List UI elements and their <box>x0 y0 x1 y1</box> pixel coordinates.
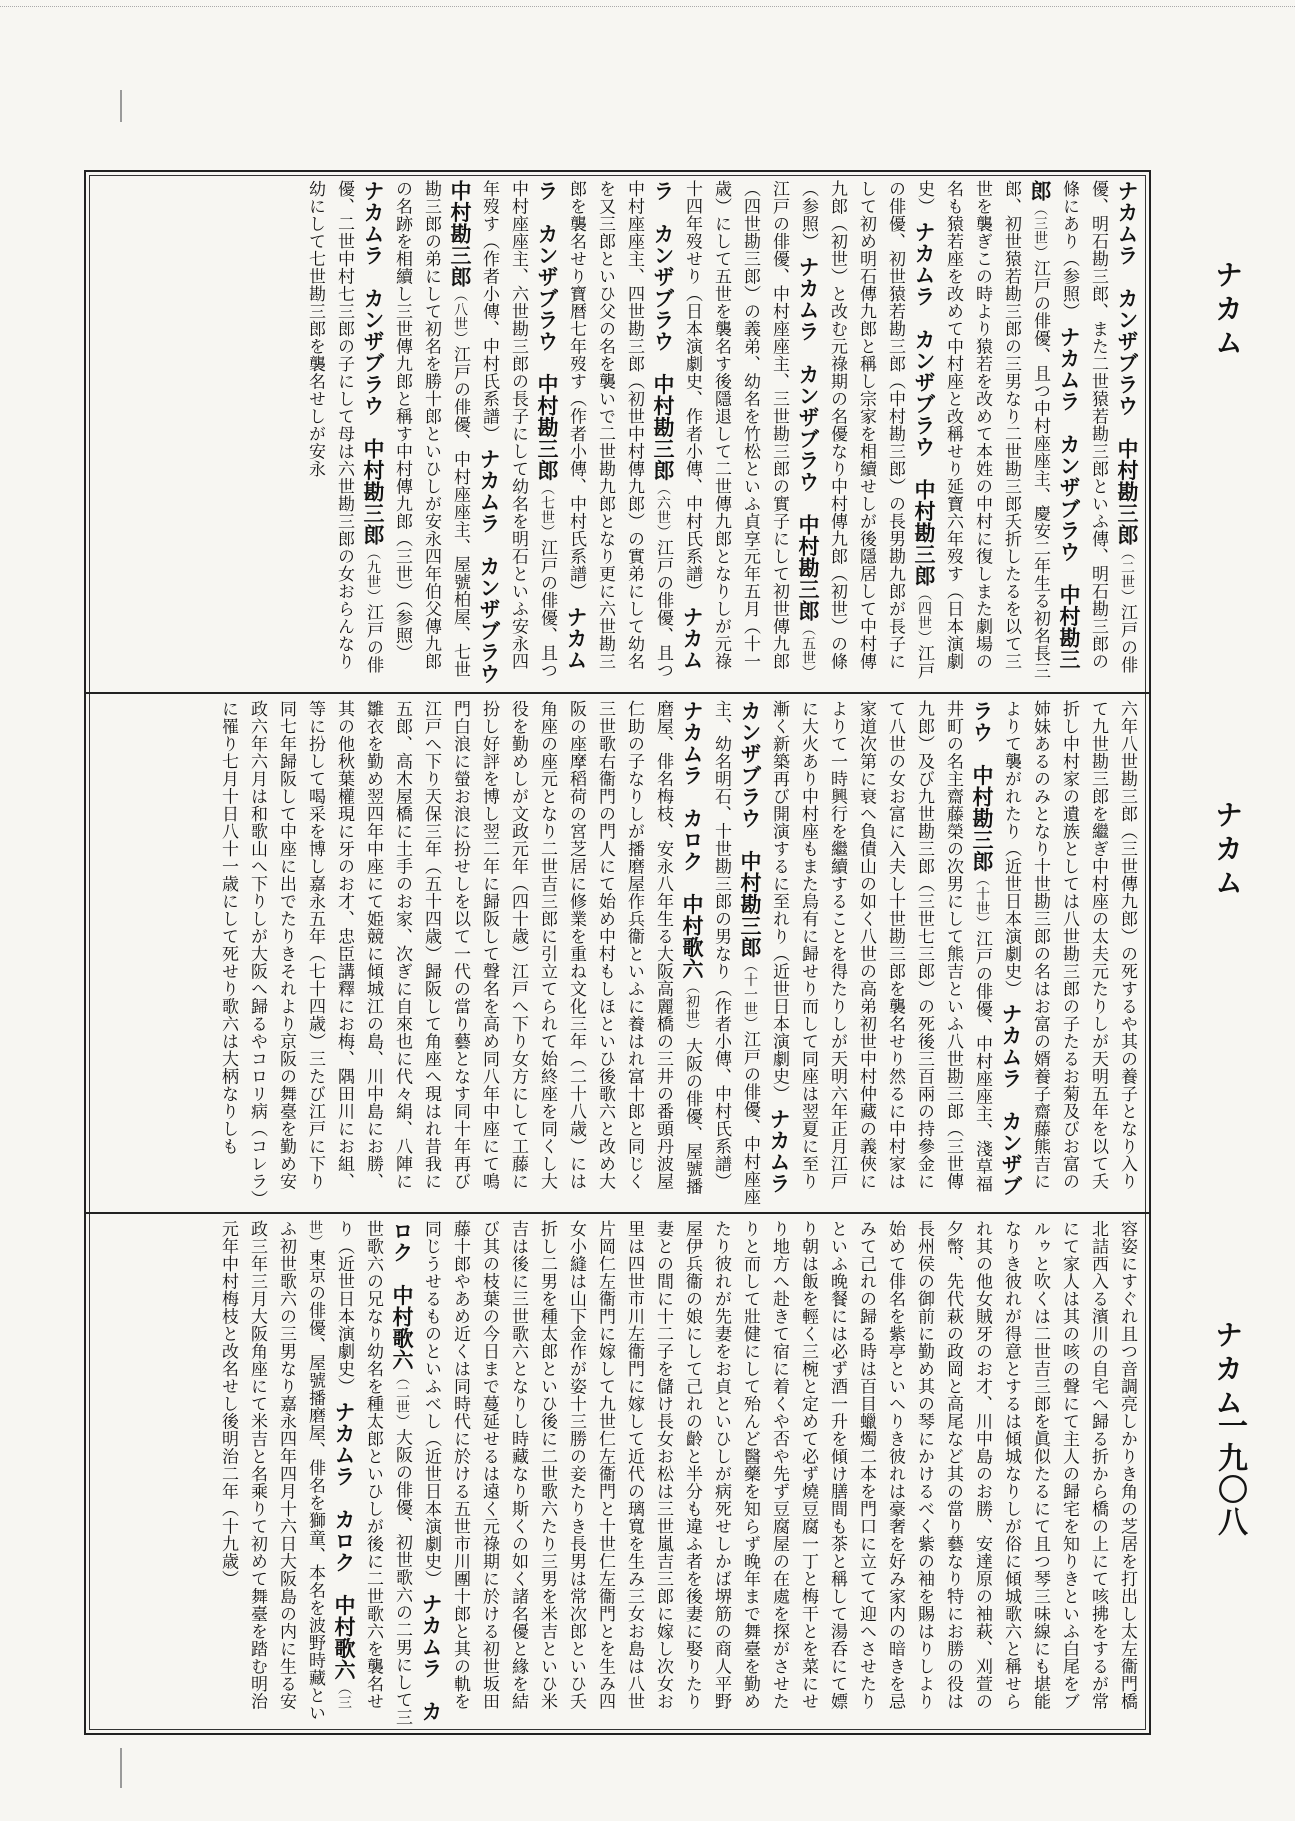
entry-body: 容姿にすぐれ且つ音調亮しかりき角の芝居を打出し太左衞門橋北詰西入る濱川の自宅へ歸る折から橋の上にて咳拂をするが常にて家人は其の咳の聲にて主人の歸宅を知りきといふ白尾をブルゥと吹くは二世吉三郎を眞似たるにて且つ琴三味線にも堪能なりき彼れが得意とするは傾城なりしが俗に傾城歌六と稱せられ其の他女賊牙のお才、川中島のお勝、安達原の袖萩、刈萱の夕幣、先代萩の政岡と高尾など其の當り藝なり特にお勝の役は長州侯の御前に勤め其の琴にかけるべく紫の袖を賜はりしより始めて俳名を紫亭といへりき彼れは豪奢を好み家内の暗きを忌みて己れの歸る時は百目蠟燭二本を門口に立てて迎へさせたりといふ晚餐には必ず酒一升を傾け膳間も茶と稱して湯呑にて嫖り朝は飯を輕く三椀と定めて必ず燒豆腐一丁と梅干とを菜にせり地方へ赴きて宿に着くや否や先ず豆腐屋の在處を探がさせたりと而して壯健にして殆んど醫藥を知らず晚年まで舞臺を勤めたり彼れが先妻をお貞といひしが病死せしかば堺筋の商人平野屋伊兵衞の娘にして己れの齡と半分も違ふ者を後妻に娶りたり妻との間に十二子を儲け長女お松は三世嵐吉三郎に嫁し次女お里は四世市川左衞門に嫁して近代の璃寬を生み三女お島は八世片岡仁左衞門に嫁して九世仁左衞門と十世仁左衞門とを生み四女小縫は山下金作が姿十三勝の妾たりき長男は常次郎といひ夭折し二男を種太郎といひ後に二世歌六たり三男を米吉といひ米吉は後に三世歌六となりし時藏なり斯くの如く諸名優と緣を結び其の枝葉の今日まで蔓延せるは遠く元祿期に於ける初世坂田藤十郎やあめ近くは同時代に於ける五世市川團十郎と其の軌を同じうせるものといふべし（近世日本演劇史） <box>421 1220 1137 1710</box>
entry-body: 六年八世勘三郎（三世傳九郎）の死するや其の養子となり入りて九世勘三郎を繼ぎ中村座の太夫元たりしが天明五年を以て夭折し中村家の遺族としては八世勘三郎の子たるお菊及びお富の姉妹あるのみとなり十世勘三郎の名はお富の婿養子齋藤熊吉によりて襲がれたり（近世日本演劇史） <box>1001 700 1137 1190</box>
dictionary-entry <box>769 700 1021 1197</box>
page-frame <box>84 170 1151 1735</box>
running-head: ナカム <box>1211 800 1244 902</box>
entry-body: 江戸の俳優、中村座座主、淺草福井町の名主齋藤榮の次男にして熊吉といふ八世勘三郎（三世傳九郎）及び九世勘三郎（三世七三郎）の死後三百兩の持參金にて八世の女お富に入夫し十世勘三郎を襲名せり然るに中村家は家道次第に衰へ負債山の如く八世の高弟初世中村仲藏の義俠によりて一時興行を繼續することを得たりしが天明六年正月江戸に大火あり中村座もまた烏有に歸せり而して同座は翌夏に至り漸く新築再び開演するに至れり（近世日本演劇史） <box>769 700 992 1193</box>
entry-body: 江戸の俳優、中村座座主、幼名明石、十世勘三郎の男なり（作者小傳、中村氏系譜） <box>711 700 760 1206</box>
entry-headword: ナカムラ カンザブラウ 中村勘三郎 <box>738 700 791 1216</box>
entry-body: 江戸の俳優、中村座座主、三世勘三郎の實子にして初世傳九郎（四世勘三郎）の義弟、幼名を竹松といふ貞享元年五月（十一歳）にして五世を襲名す後隱退して二世傳九郎となりしが元祿十四年歿せり（日本演劇史、作者小傳、中村氏系譜） <box>682 180 789 670</box>
running-head: ナカム <box>1211 1320 1244 1422</box>
margin-tick-mark <box>120 1748 122 1788</box>
entry-generation: （四世） <box>916 586 932 645</box>
top-dotted-rule <box>0 6 1295 7</box>
tier-text-column <box>94 180 1141 707</box>
entry-generation: （七世） <box>539 481 555 539</box>
entry-body: 江戸の俳優、且つ中村座座主、慶安二年生る初名長三郎、初世猿若勘三郎の三男なり二世勘三郎夭折したるを以て三世を襲ぎこの時より猿若を改めて本姓の中村に復しまた劇場の名も猿若座を改めて中村座と改稱せり延寶六年歿す（日本演劇史） <box>914 180 1050 680</box>
running-head: ナカム <box>1211 260 1244 362</box>
entry-headword: ナカムラ カロク 中村歌六 <box>390 1220 443 1723</box>
entry-headword: ナカムラ カンザブラウ 中村勘三郎 <box>1115 180 1139 546</box>
entry-body: 江戸の俳優、明石勘三郎、また二世猿若勘三郎といふ傳、明石勘三郎の條にあり（参照） <box>1059 180 1137 674</box>
entry-generation: （十世） <box>974 872 990 930</box>
entry-body: 江戸の俳優、中村座座主、屋號柏屋、七世勘三郎の弟にして初名を勝十郎といひしが安永四年伯父傳九郎の名跡を相續し三世傳九郎と稱す中村傳九郎（三世）（参照） <box>392 180 470 678</box>
tier-text-column <box>94 700 1141 1216</box>
entry-body: 大阪の俳優、屋號播磨屋、俳名梅枝、安永八年生る大阪高麗橋の三井の番頭丹波屋仁助の子なりしが播磨屋作兵衞といふに養はれ富十郎と同じく三世歌右衞門の門人にて始め中村もしほといひ後歌六と改め大阪の座摩稻荷の宮芝居に修業を重ね文化三年（二十八歳）には角座の座元となり二世吉三郎に引立てられて始終座を同くし大役を勤めしが文政元年（四十歳）江戸へ下り女方にして工藤に扮し好評を博し翌二年に歸阪して聲名を高め同八年中座にて鳴門白浪に螢お浪に扮せしを以て一代の當り藝となす同十年再び江戸へ下り天保三年（五十四歳）歸阪して角座へ現はれ昔我に五郎、高木屋橋に土手のお家、次ぎに自來也に代々絹、八陣に雛衣を勤め翌四年中座にて姫競に傾城江の島、川中島にお勝、其の他秋葉權現に牙のお才、忠臣講釋にお梅、隅田川にお組、等に扮して喝采を博し嘉永五年（七十四歳）三たび江戸に下り同七年歸阪して中座に出でたりきそれより京阪の舞臺を勤め安政六年六月は和歌山へ下りしが大阪へ歸るやコロリ病（コレラ）に罹り七月十日八十一歳にして死せり歌六は大柄なりしも <box>218 700 702 1199</box>
entry-generation: （五世） <box>800 621 816 680</box>
entry-body: 江戸の俳優、二世中村七三郎の子にして母は六世勘三郎の女おらんなり幼にして七世勘三郎を襲名せしが安永 <box>305 180 383 674</box>
entry-generation: （初世） <box>684 979 700 1038</box>
dictionary-entry <box>914 180 1079 680</box>
entry-generation: （八世） <box>452 287 468 346</box>
dictionary-entry <box>682 180 818 679</box>
entry-headword: ナカムラ カロク 中村歌六 <box>332 1400 356 1681</box>
entry-headword: ナカムラ カンザブラウ 中村勘三郎 <box>535 180 588 671</box>
dictionary-entry-continued <box>421 1220 1137 1710</box>
entry-generation: （六世） <box>655 481 671 539</box>
tier-top <box>94 180 1141 707</box>
tier-text-column <box>94 1220 1141 1726</box>
entry-generation: （三世） <box>1032 201 1048 260</box>
entry-headword: ナカムラ カンザブラウ 中村勘三郎 <box>1028 180 1081 670</box>
entry-body: 江戸の俳優、初世猿若勘三郎（中村勘三郎）の長男勘九郎が長子にして初め明石傳九郎と稱し宗家を相續せしが後隱居して中村傳九郎（初世）と改む元祿期の名優なり中村傳九郎（初世）の條（参照） <box>798 180 934 680</box>
entry-body: 東京の俳優、屋號播磨屋、俳名を獅童、本名を波野時藏といふ初世歌六の三男なり嘉永四年四月十六日大阪島の内に生る安政三年三月大阪角座にて米吉と名乘りて初めて舞臺を踏む明治元年中村梅枝と改名せし後明治二年（十九歳） <box>218 1220 325 1722</box>
dictionary-entry <box>305 180 383 674</box>
margin-tick-mark <box>120 90 122 122</box>
entry-headword: ナカムラ カンザブラウ 中村勘三郎 <box>651 180 704 671</box>
entry-generation: （二世） <box>394 1370 410 1429</box>
tier-middle <box>94 700 1141 1216</box>
entry-generation: （三世） <box>307 1220 352 1710</box>
entry-body: 江戸の俳優、且つ中村座座主、六世勘三郎の長子にして幼名を明石といふ安永四年歿す（作者小傳、中村氏系譜） <box>479 180 557 679</box>
tier-bottom <box>94 1220 1141 1726</box>
entry-headword: ナカムラ カンザブラウ 中村勘三郎 <box>796 255 820 622</box>
entry-headword: ナカムラ カロク 中村歌六 <box>680 700 704 980</box>
entry-generation: （九世） <box>365 545 381 604</box>
page-number: 一九〇八 <box>1212 1410 1247 1538</box>
entry-body: 大阪の俳優、初世歌六の二男にして三世歌六の兄なり幼名を種太郎といひしが後に二世歌六を襲名せり（近世日本演劇史） <box>334 1220 412 1726</box>
entry-body: 江戸の俳優、且つ中村座座主、四世勘三郎（初世中村傳九郎）の實弟にして幼名を又三郎といひ父の名を襲いで二世勘九郎となり更に六世勘三郎を襲名せり寶暦七年歿す（作者小傳、中村氏系譜） <box>566 180 673 679</box>
entry-headword: ナカムラ カンザブラウ 中村勘三郎 <box>912 220 936 587</box>
tier-divider <box>86 1212 1149 1214</box>
entry-headword: ナカムラ カンザブラウ 中村勘三郎 <box>448 180 501 707</box>
dictionary-entry <box>218 700 702 1199</box>
entry-generation: （十一世） <box>742 958 758 1031</box>
entry-headword: ナカムラ カンザブラウ 中村勘三郎 <box>361 180 385 546</box>
entry-generation: （二世） <box>1119 545 1135 604</box>
entry-headword: ナカムラ カンザブラウ 中村勘三郎 <box>970 700 1023 1197</box>
tier-divider <box>86 692 1149 694</box>
